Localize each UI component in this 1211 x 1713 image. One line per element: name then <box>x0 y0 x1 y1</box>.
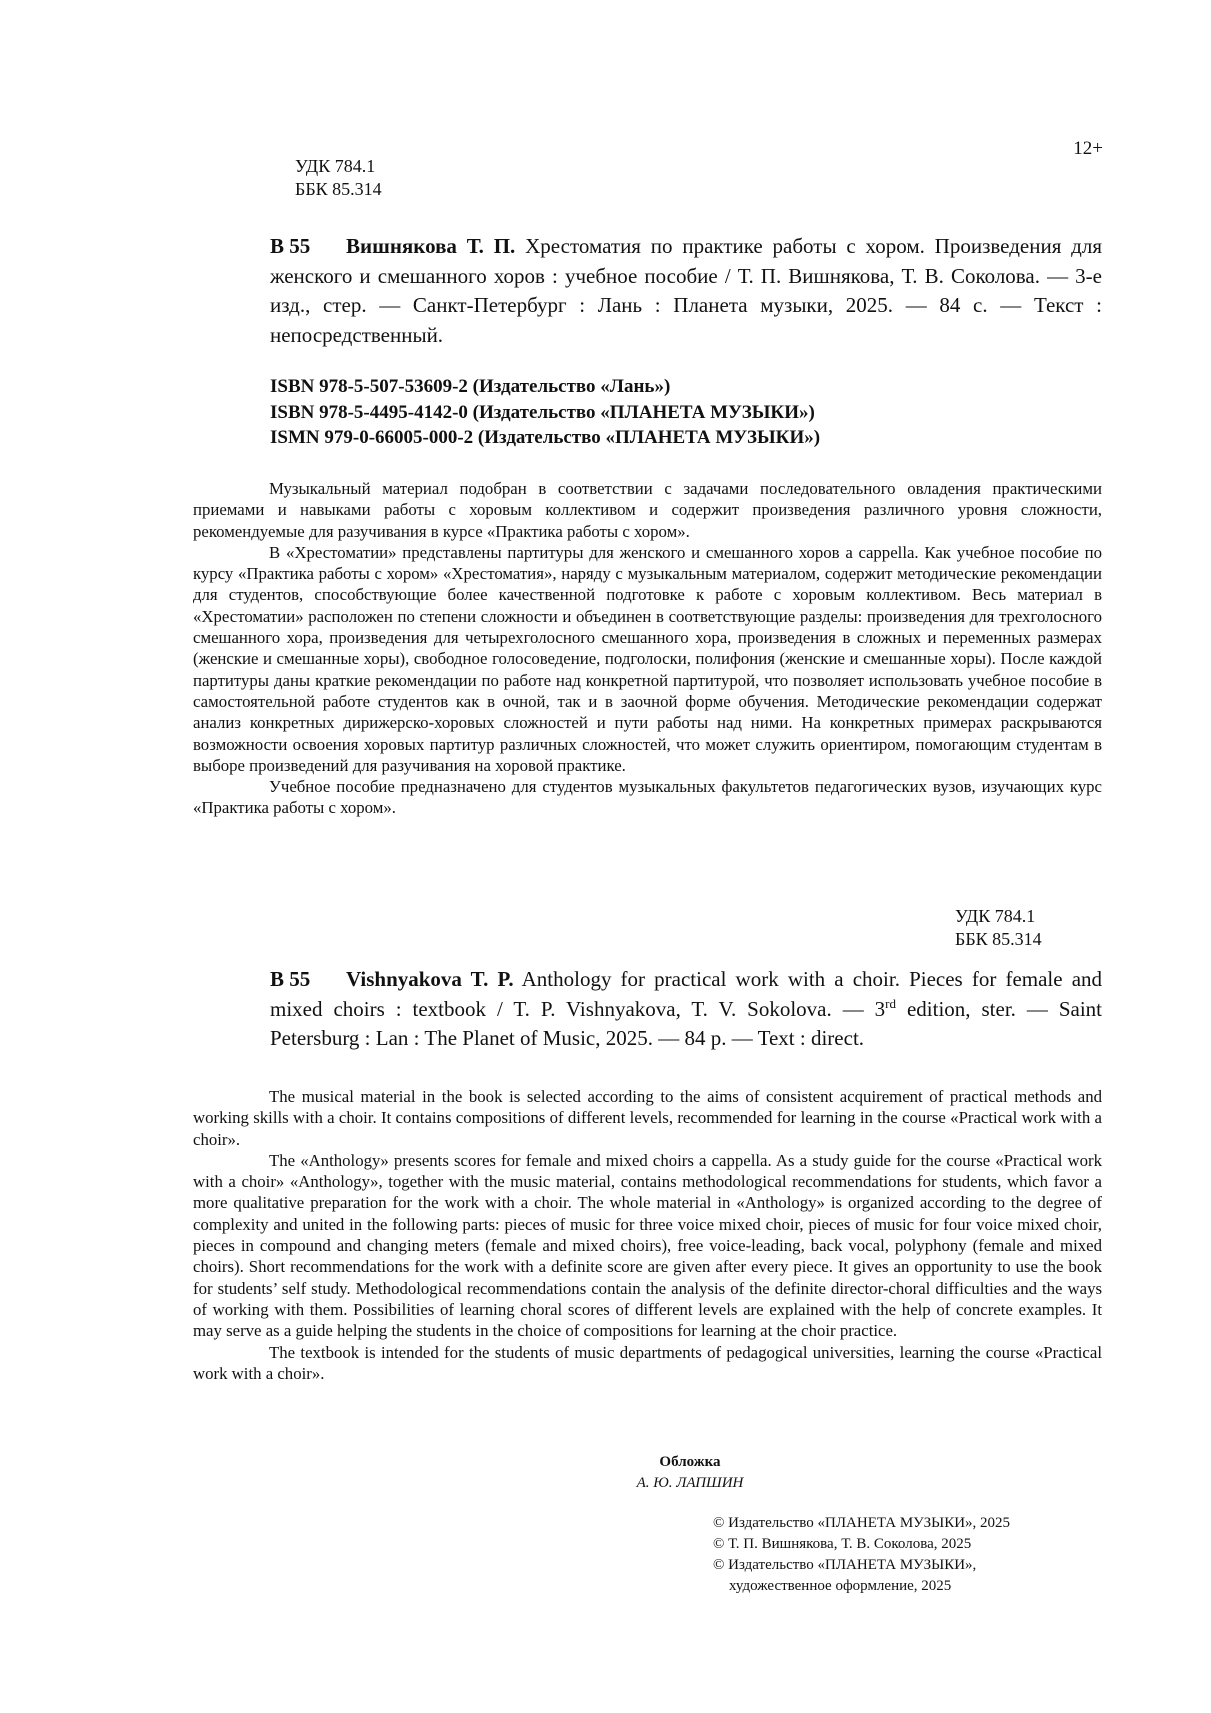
ismn-planeta: ISMN 979-0-66005-000-2 (Издательство «ПЛАНЕТА МУЗЫКИ») <box>270 427 821 448</box>
cover-credit <box>560 1452 820 1494</box>
author-name: Вишнякова Т. П. <box>346 234 516 258</box>
cover-label: Обложка <box>659 1454 721 1470</box>
copyright-line: © Издательство «ПЛАНЕТА МУЗЫКИ», <box>713 1557 977 1573</box>
copyright-line: © Т. П. Вишнякова, Т. В. Соколова, 2025 <box>713 1536 972 1552</box>
isbn-block <box>270 374 820 451</box>
shelf-mark: B 55 <box>270 967 311 991</box>
annotation-en <box>193 1086 1102 1384</box>
bibliographic-description-cont: edition, ster. — Saint Petersburg : Lan : The Planet of Music, 2025. — 84 p. — Text : direct. <box>270 996 1102 1050</box>
annotation-paragraph: Музыкальный материал подобран в соответствии с задачами последовательного овладения практическими приемами и навыками работы с хоровым коллективом и содержит произведения различного уровня сложности, рекомендуемые для разучивания в курсе «Практика работы с хором». <box>193 479 1102 541</box>
annotation-paragraph: Учебное пособие предназначено для студентов музыкальных факультетов педагогических вузов, изучающих курс «Практика работы с хором». <box>193 777 1102 818</box>
copyright-line: © Издательство «ПЛАНЕТА МУЗЫКИ», 2025 <box>713 1515 1011 1531</box>
annotation-paragraph: The textbook is intended for the students of music departments of pedagogical universities, learning the course «Practical work with a choir». <box>193 1342 1102 1383</box>
isbn-lan: ISBN 978-5-507-53609-2 (Издательство «Лань») <box>270 376 671 397</box>
isbn-planeta: ISBN 978-5-4495-4142-0 (Издательство «ПЛАНЕТА МУЗЫКИ») <box>270 401 815 423</box>
age-rating: 12+ <box>1073 138 1103 159</box>
annotation-ru <box>193 478 1102 819</box>
cover-designer: А. Ю. ЛАПШИН <box>636 1475 744 1491</box>
bibliographic-description: Хрестоматия по практике работы с хором. Произведения для женского и смешанного хоров : учебное пособие / Т. П. Вишнякова, Т. В. Соколова. — 3-е изд., стер. — Санкт-Петербург : Лань : Планета музыки, 2025. — 84 с. — Текст : непосредственный. <box>270 234 1102 347</box>
bibliographic-description: Anthology for practical work with a choir. Pieces for female and mixed choirs : textbook / T. P. Vishnyakova, T. V. Sokolova. — 3 <box>270 967 1103 1021</box>
edition-suffix: rd <box>885 995 897 1011</box>
classification-codes-ru <box>295 155 382 201</box>
annotation-paragraph: The musical material in the book is selected according to the aims of consistent acquirement of practical methods and working skills with a choir. It contains compositions of different levels, recommended for learning in the course «Practical work with a choir». <box>193 1087 1102 1149</box>
author-name: Vishnyakova T. P. <box>346 967 514 991</box>
bibliographic-entry-en <box>270 965 1102 1054</box>
classification-codes-en <box>955 905 1042 951</box>
bbk-code: ББК 85.314 <box>295 179 382 199</box>
annotation-paragraph: В «Хрестоматии» представлены партитуры для женского и смешанного хоров a cappella. Как учебное пособие по курсу «Практика работы с хором» «Хрестоматия», наряду с музыкальным материалом, содержит методические рекомендации для студентов, способствующие более качественной подготовке к работе с хоровым коллективом. Весь материал в «Хрестоматии» расположен по степени сложности и объединен в соответствующие разделы: произведения для трехголосного смешанного хора, произведения для четырехголосного смешанного хора, произведения в сложных и переменных размерах (женские и смешанные хоры), свободное голосоведение, подголоски, полифония (женские и смешанные хоры). После каждой партитуры даны краткие рекомендации по работе над конкретной партитурой, что позволяет использовать учебное пособие в самостоятельной работе студентов как в очной, так и в заочной форме обучения. Методические рекомендации содержат анализ конкретных дирижерско-хоровых сложностей и пути работы над ними. На конкретных примерах раскрываются возможности освоения хоровых партитур различных сложностей, что может служить ориентиром, помогающим студентам в выборе произведений для разучивания на хоровой практике. <box>193 542 1102 775</box>
copyright-block <box>713 1513 1010 1597</box>
udk-code: УДК 784.1 <box>295 156 376 176</box>
shelf-mark: В 55 <box>270 234 311 258</box>
udk-code: УДК 784.1 <box>955 906 1036 926</box>
annotation-paragraph: The «Anthology» presents scores for female and mixed choirs a cappella. As a study guide for the course «Practical work with a choir» «Anthology», together with the music material, contains methodological recommendations for students, which favor a more qualitative preparation for the work with a choir. The whole material in «Anthology» is organized according to the degree of complexity and united in the following parts: pieces of music for three voice mixed choir, pieces of music for four voice mixed choir, pieces in compound and changing meters (female and mixed choirs), free voice-leading, back vocal, polyphony (female and mixed choirs). Short recommendations for the work with a definite score are given after every piece. It gives an opportunity to use the book for students’ self study. Methodological recommendations contain the analysis of the definite director-choral difficulties and the ways of working with them. Possibilities of learning choral scores of different levels are explained with the help of concrete examples. It may serve as a guide helping the students in the choice of compositions for learning at the choir practice. <box>193 1150 1102 1341</box>
bibliographic-entry-ru <box>270 232 1102 350</box>
bbk-code: ББК 85.314 <box>955 929 1042 949</box>
copyright-line: художественное оформление, 2025 <box>729 1578 952 1594</box>
